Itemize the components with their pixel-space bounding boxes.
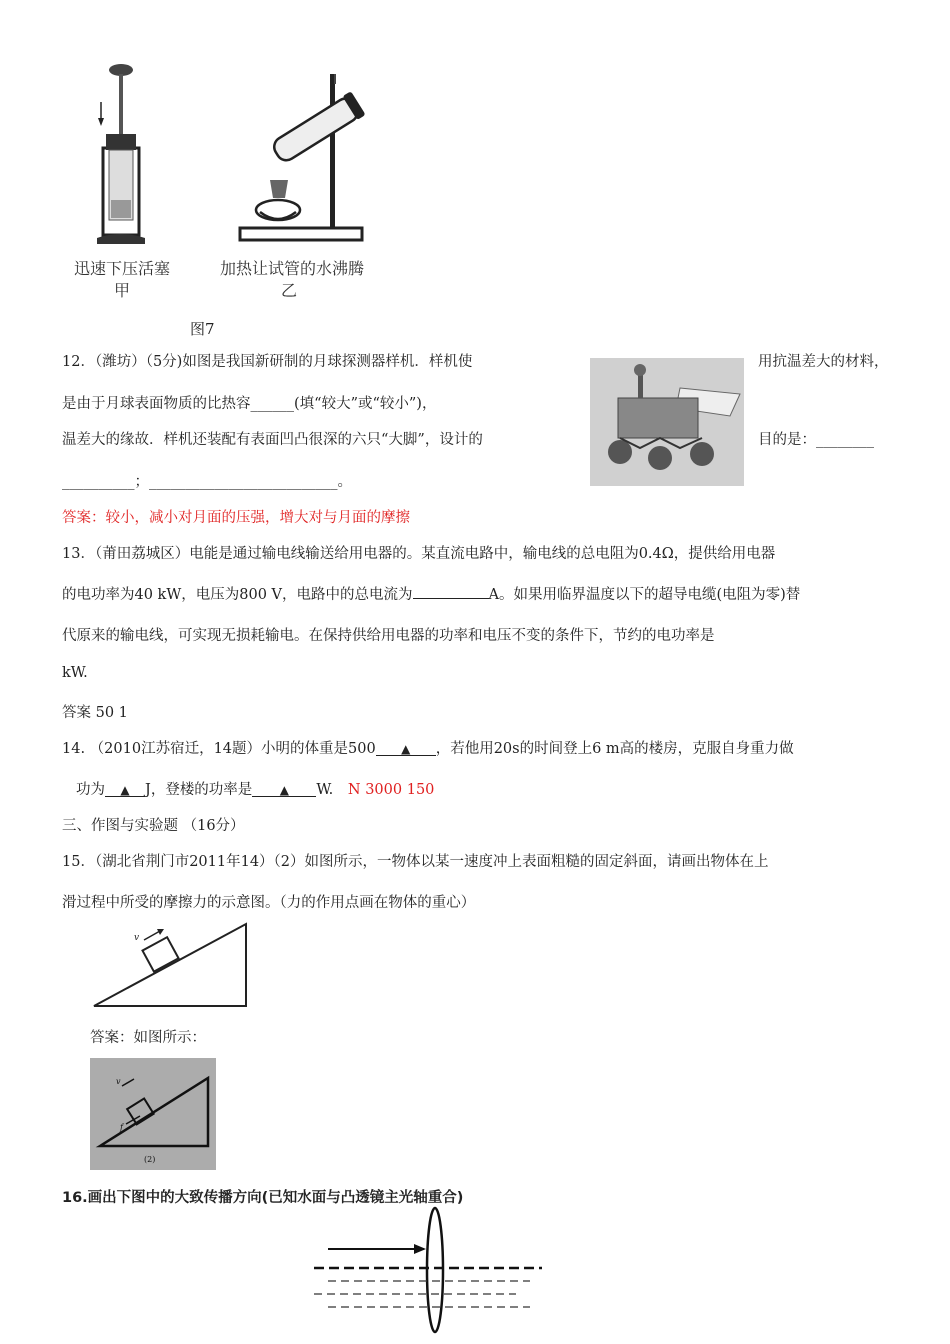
q13-line1: 13．（莆田荔城区）电能是通过输电线输送给用电器的。某直流电路中，输电线的总电阻为0.4Ω，提供给用电器	[62, 546, 776, 562]
q13-line4: kW.	[62, 665, 88, 681]
q14-answer: N 3000 150	[347, 782, 435, 798]
q12-line3-right: 目的是：________	[758, 432, 874, 448]
pump-figure-jia	[95, 60, 155, 250]
q14-blank-3	[252, 782, 316, 797]
q15-answer-photo	[90, 1058, 216, 1170]
q12-line1-left: 12．（潍坊）（5分)如图是我国新研制的月球探测器样机．样机使	[62, 354, 473, 370]
q14-line2-b: J，登楼的功率是	[145, 782, 253, 798]
q12-line4: __________；__________________________。	[62, 474, 352, 490]
q12-line1-right: 用抗温差大的材料，	[758, 354, 889, 370]
convex-lens-diagram	[300, 1206, 560, 1340]
q14-line1-a: 14. （2010江苏宿迁，14题）小明的体重是500	[62, 741, 376, 757]
q12-line2: 是由于月球表面物质的比热容______(填“较大”或“较小”)，	[62, 396, 437, 412]
q12-answer: 答案：较小，减小对月面的压强，增大对与月面的摩擦	[62, 510, 410, 526]
test-tube-figure-yi	[230, 70, 380, 250]
q14-line2-c: W.	[316, 782, 334, 798]
q15-answer: 答案：如图所示：	[90, 1030, 206, 1046]
incline-diagram	[90, 918, 255, 1010]
q13-line3: 代原来的输电线，可实现无损耗输电。在保持供给用电器的功率和电压不变的条件下，节约的电功率是	[62, 628, 715, 644]
triangle-icon: ▲	[279, 783, 289, 797]
photo-v-label: v	[116, 1077, 121, 1086]
q15-line1: 15．（湖北省荆门市2011年14）（2）如图所示，一物体以某一速度冲上表面粗糙的固定斜面，请画出物体在上	[62, 854, 769, 870]
caption-jia-line2: 甲	[114, 281, 131, 300]
q13-line2	[62, 583, 800, 604]
lunar-rover-photo	[590, 358, 744, 486]
caption-jia-line1: 迅速下压活塞	[74, 259, 171, 278]
v-label: v	[134, 933, 140, 943]
q13-answer: 答案 50 1	[62, 705, 128, 721]
q14-line2	[76, 778, 434, 799]
q13-line2-a: 的电功率为40 kW，电压为800 V，电路中的总电流为	[62, 587, 413, 603]
section-3-heading: 三、作图与实验题 （16分）	[62, 818, 245, 834]
photo-f-label: f	[120, 1123, 123, 1132]
q13-line2-b: A。如果用临界温度以下的超导电缆(电阻为零)替	[488, 587, 801, 603]
q14-blank-1	[376, 741, 436, 756]
figure-7-label: 图7	[190, 320, 215, 338]
q12-line3-left: 温差大的缘故．样机还装配有表面凹凸很深的六只“大脚”，设计的	[62, 432, 483, 448]
q15-line2: 滑过程中所受的摩擦力的示意图。（力的作用点画在物体的重心）	[62, 895, 476, 911]
caption-yi-line2: 乙	[281, 281, 298, 300]
photo-caption: (2)	[144, 1155, 156, 1164]
q14-line1-b: ，若他用20s的时间登上6 m高的楼房，克服自身重力做	[435, 741, 794, 757]
triangle-icon: ▲	[120, 783, 130, 797]
caption-yi-line1: 加热让试管的水沸腾	[220, 259, 365, 278]
q14-blank-2	[105, 782, 145, 797]
q14-line1	[62, 737, 794, 758]
q16-title: 16.画出下图中的大致传播方向(已知水面与凸透镜主光轴重合)	[62, 1190, 464, 1206]
q13-current-blank	[413, 584, 489, 599]
q14-line2-a: 功为	[76, 782, 105, 798]
triangle-icon: ▲	[401, 742, 411, 756]
